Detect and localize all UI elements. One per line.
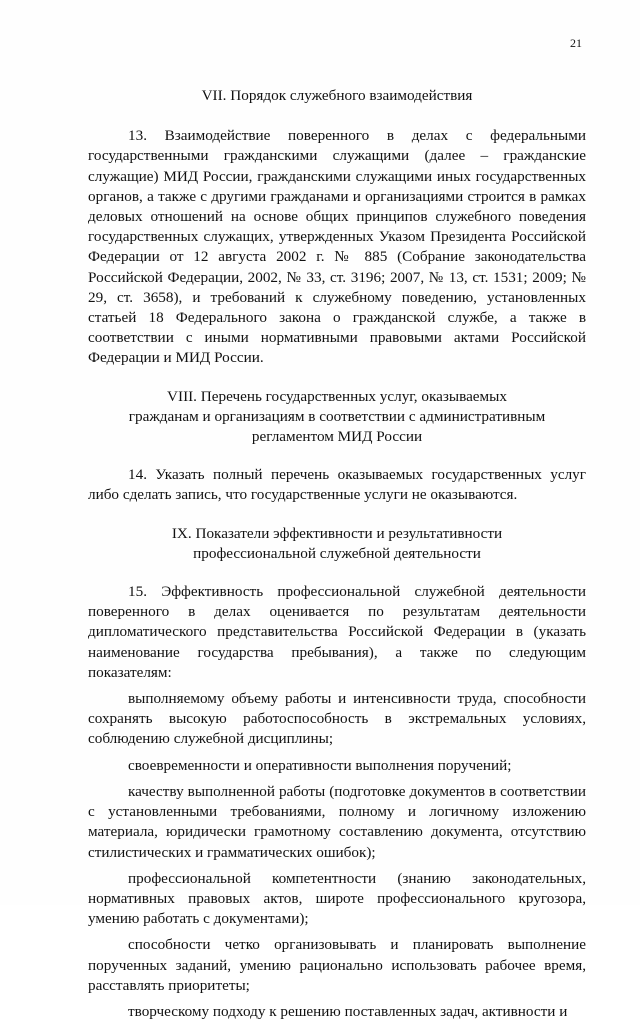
list-item: своевременности и оперативности выполнения поручений; [128,756,512,774]
paragraph-14: 14. Указать полный перечень оказываемых государственных услуг либо сделать запись, что государственные услуги не оказываются. [88,466,586,504]
heading-line: профессиональной служебной деятельности [193,544,481,562]
document-body [88,86,586,1022]
list-item: творческому подходу к решению поставленных задач, активности и [128,1002,568,1020]
section-8-heading [88,387,586,448]
section-7-heading [88,86,586,106]
heading-line: регламентом МИД России [251,428,423,446]
list-item: профессиональной компетентности (знанию законодательных, нормативных правовых актов, широте профессионального кругозора, умению работать с документами); [88,869,586,928]
list-item: качеству выполненной работы (подготовке документов в соответствии с установленными требованиями, полному и логичному изложению материала, юридически грамотному составлению документа, отсутствию стилистических и грамматических ошибок); [88,782,586,861]
list-item: способности четко организовывать и планировать выполнение порученных заданий, умению рационально использовать рабочее время, расставлять приоритеты; [88,936,586,994]
paragraph-15: 15. Эффективность профессиональной служебной деятельности поверенного в делах оценивается по результатам деятельности дипломатического представительства Российской Федерации в (указать наименование государства пребывания), а также по следующим показателям: [88,583,586,681]
paragraph-13: 13. Взаимодействие поверенного в делах с федеральными государственными гражданскими служащими (далее – гражданские служащие) МИД России, гражданскими служащими иных государственных органов, а также с другими гражданами и организациями строится в рамках деловых отношений на основе общих принципов служебного поведения государственных служащих, утвержденных Указом Президента Российской Федерации от 12 августа 2002 г. № 885 (Собрание законодательства Российской Федерации, 2002, № 33, ст. 3196; 2007, № 13, ст. 1531; 2009; № 29, ст. 3658), и требований к служебному поведению, установленных статьей 18 Федерального закона о гражданской службе, а также в соответствии с иными нормативными правовыми актами Российской Федерации и МИД России. [88,127,586,367]
heading-line: гражданам и организациям в соответствии с административным [128,407,546,425]
heading-line: IX. Показатели эффективности и результативности [171,524,503,542]
heading-line: VII. Порядок служебного взаимодействия [201,87,473,104]
heading-line: VIII. Перечень государственных услуг, оказываемых [167,387,507,405]
page-number: 21 [570,36,582,50]
section-9-heading [88,524,586,564]
list-item: выполняемому объему работы и интенсивности труда, способности сохранять высокую работоспособность в экстремальных условиях, соблюдению служебной дисциплины; [88,690,586,748]
